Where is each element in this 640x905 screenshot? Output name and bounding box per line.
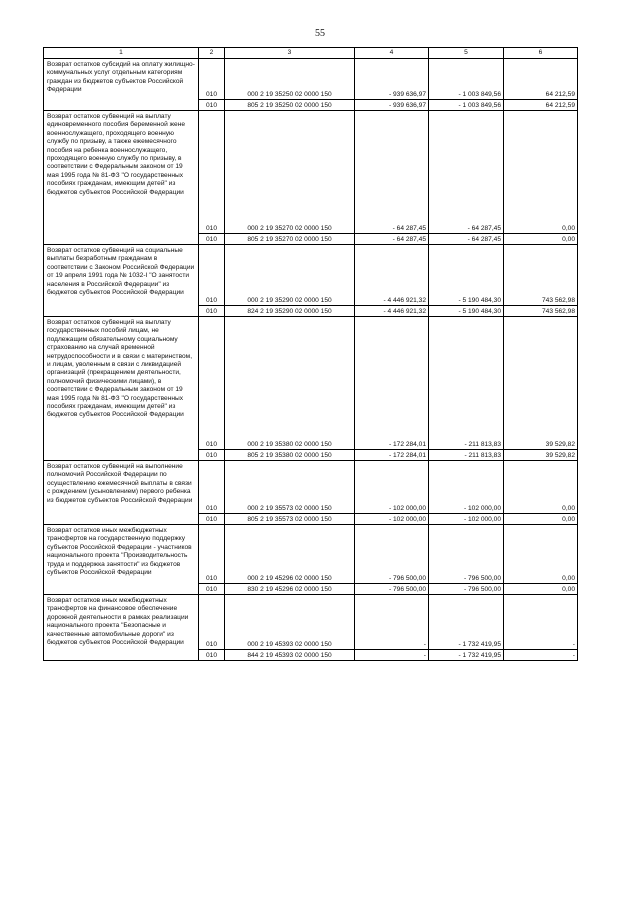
cell-c5: - 102 000,00 [429, 461, 504, 514]
cell-c3: 000 2 19 45296 02 0000 150 [225, 525, 355, 584]
col-header-4: 4 [355, 48, 429, 59]
cell-c4: - 939 636,97 [355, 100, 429, 111]
row-name: Возврат остатков субсидий на оплату жилищно-коммунальных услуг отдельным категориям граждан из бюджетов субъектов Российской Федерации [44, 59, 199, 111]
row-name: Возврат остатков субвенций на выплату единовременного пособия беременной жене военнослужащего, проходящего военную службу по призыву, а также ежемесячного пособия на ребенка военнослужащего, проходящего военную службу по призыву, в соответствии с Федеральным законом от 19 мая 1995 года № 81-ФЗ "О государственных пособиях гражданам, имеющим детей" из бюджетов субъектов Российской Федерации [44, 111, 199, 245]
table-row [44, 317, 578, 450]
cell-c2: 010 [199, 461, 225, 514]
budget-table [43, 47, 578, 661]
cell-c3: 000 2 19 35380 02 0000 150 [225, 317, 355, 450]
cell-c2: 010 [199, 317, 225, 450]
cell-c3: 805 2 19 35270 02 0000 150 [225, 234, 355, 245]
cell-c3: 824 2 19 35290 02 0000 150 [225, 306, 355, 317]
row-name: Возврат остатков субвенций на выплату государственных пособий лицам, не подлежащим обязательному социальному страхованию на случай временной нетрудоспособности и в связи с материнством, и лицам, уволенным в связи с ликвидацией организаций (прекращением деятельности, полномочий физическими лицами), в соответствии с Федеральным законом от 19 мая 1995 года № 81-ФЗ "О государственных пособиях гражданам, имеющим детей" из бюджетов субъектов Российской Федерации [44, 317, 199, 461]
row-name: Возврат остатков субвенций на выполнение полномочий Российской Федерации по осуществлению ежемесячной выплаты в связи с рождением (усыновлением) первого ребенка из бюджетов субъектов Российской Федерации [44, 461, 199, 525]
cell-c6: 0,00 [504, 234, 578, 245]
cell-c3: 830 2 19 45296 02 0000 150 [225, 584, 355, 595]
cell-c2: 010 [199, 450, 225, 461]
cell-c5: - 796 500,00 [429, 584, 504, 595]
cell-c3: 000 2 19 35250 02 0000 150 [225, 59, 355, 100]
table-row [44, 111, 578, 234]
cell-c3: 805 2 19 35573 02 0000 150 [225, 514, 355, 525]
cell-c5: - 5 190 484,30 [429, 306, 504, 317]
cell-c5: - 64 287,45 [429, 111, 504, 234]
cell-c2: 010 [199, 514, 225, 525]
cell-c6: 39 529,82 [504, 317, 578, 450]
cell-c5: - 1 732 419,95 [429, 650, 504, 661]
cell-c2: 010 [199, 595, 225, 650]
row-name: Возврат остатков иных межбюджетных трансфертов на финансовое обеспечение дорожной деятельности в рамках реализации национального проекта "Безопасные и качественные автомобильные дороги" из бюджетов субъектов Российской Федерации [44, 595, 199, 661]
cell-c2: 010 [199, 59, 225, 100]
cell-c4: - 102 000,00 [355, 514, 429, 525]
cell-c4: - 4 446 921,32 [355, 306, 429, 317]
col-header-6: 6 [504, 48, 578, 59]
cell-c6: - [504, 595, 578, 650]
cell-c6: 39 529,82 [504, 450, 578, 461]
cell-c5: - 1 003 849,56 [429, 100, 504, 111]
cell-c6: 0,00 [504, 461, 578, 514]
cell-c3: 000 2 19 35573 02 0000 150 [225, 461, 355, 514]
cell-c6: 0,00 [504, 111, 578, 234]
cell-c6: - [504, 650, 578, 661]
cell-c4: - 4 446 921,32 [355, 245, 429, 306]
table-row [44, 59, 578, 100]
cell-c5: - 211 813,83 [429, 450, 504, 461]
col-header-3: 3 [225, 48, 355, 59]
cell-c6: 0,00 [504, 584, 578, 595]
cell-c5: - 1 732 419,95 [429, 595, 504, 650]
col-header-1: 1 [44, 48, 199, 59]
cell-c4: - 796 500,00 [355, 584, 429, 595]
cell-c6: 743 562,98 [504, 245, 578, 306]
col-header-5: 5 [429, 48, 504, 59]
table-row [44, 525, 578, 584]
cell-c4: - 102 000,00 [355, 461, 429, 514]
cell-c4: - 64 287,45 [355, 234, 429, 245]
table-row [44, 595, 578, 650]
cell-c3: 844 2 19 45393 02 0000 150 [225, 650, 355, 661]
cell-c4: - [355, 650, 429, 661]
row-name: Возврат остатков субвенций на социальные выплаты безработным гражданам в соответствии с Законом Российской Федерации от 19 апреля 1991 года № 1032-I "О занятости населения в Российской Федерации" из бюджетов субъектов Российской Федерации [44, 245, 199, 317]
cell-c2: 010 [199, 650, 225, 661]
cell-c2: 010 [199, 100, 225, 111]
cell-c2: 010 [199, 525, 225, 584]
cell-c2: 010 [199, 306, 225, 317]
row-name: Возврат остатков иных межбюджетных трансфертов на государственную поддержку субъектов Российской Федерации - участников национального проекта "Производительность труда и поддержка занятости" из бюджетов субъектов Российской Федерации [44, 525, 199, 595]
cell-c2: 010 [199, 234, 225, 245]
cell-c3: 000 2 19 45393 02 0000 150 [225, 595, 355, 650]
cell-c2: 010 [199, 245, 225, 306]
cell-c6: 743 562,98 [504, 306, 578, 317]
cell-c3: 000 2 19 35290 02 0000 150 [225, 245, 355, 306]
header-row [44, 48, 578, 59]
cell-c4: - 64 287,45 [355, 111, 429, 234]
cell-c4: - 172 284,01 [355, 317, 429, 450]
col-header-2: 2 [199, 48, 225, 59]
cell-c5: - 796 500,00 [429, 525, 504, 584]
cell-c5: - 211 813,83 [429, 317, 504, 450]
cell-c2: 010 [199, 111, 225, 234]
page-number: 55 [315, 28, 325, 39]
cell-c3: 805 2 19 35380 02 0000 150 [225, 450, 355, 461]
cell-c6: 0,00 [504, 514, 578, 525]
cell-c4: - 939 636,97 [355, 59, 429, 100]
table-body [44, 59, 578, 661]
cell-c4: - 796 500,00 [355, 525, 429, 584]
cell-c6: 64 212,59 [504, 100, 578, 111]
cell-c4: - 172 284,01 [355, 450, 429, 461]
cell-c5: - 102 000,00 [429, 514, 504, 525]
cell-c6: 0,00 [504, 525, 578, 584]
cell-c3: 000 2 19 35270 02 0000 150 [225, 111, 355, 234]
cell-c6: 64 212,59 [504, 59, 578, 100]
cell-c5: - 5 190 484,30 [429, 245, 504, 306]
cell-c5: - 64 287,45 [429, 234, 504, 245]
cell-c4: - [355, 595, 429, 650]
cell-c5: - 1 003 849,56 [429, 59, 504, 100]
cell-c3: 805 2 19 35250 02 0000 150 [225, 100, 355, 111]
table-row [44, 461, 578, 514]
cell-c2: 010 [199, 584, 225, 595]
table-row [44, 245, 578, 306]
